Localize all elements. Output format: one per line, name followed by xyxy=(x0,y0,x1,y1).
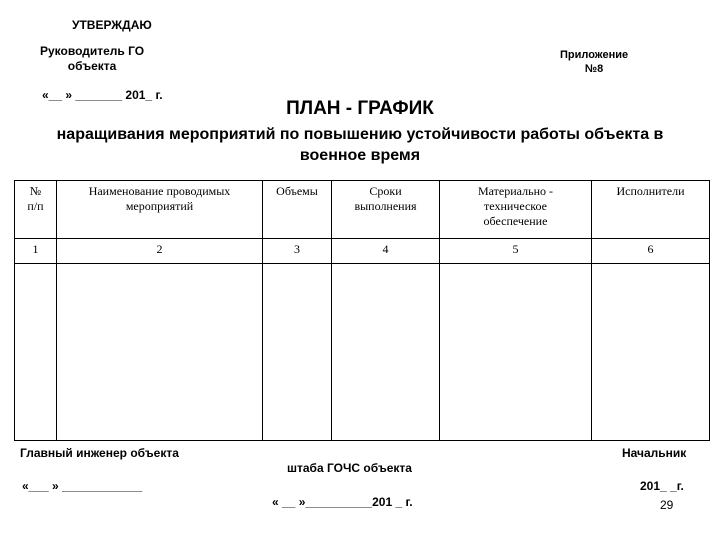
header-cell-activities: Наименование проводимых мероприятий xyxy=(57,181,263,239)
column-number-2: 2 xyxy=(57,239,263,264)
column-number-5: 5 xyxy=(440,239,592,264)
appendix-line2: №8 xyxy=(584,63,604,75)
table-header-row xyxy=(15,181,710,239)
empty-cell xyxy=(57,264,263,441)
document-subtitle xyxy=(0,124,720,166)
approval-position-line1: Руководитель ГО xyxy=(40,44,145,58)
column-number-6: 6 xyxy=(592,239,710,264)
column-number-1: 1 xyxy=(15,239,57,264)
chief-label: Начальник xyxy=(622,446,687,460)
engineer-date: «___ » ____________ xyxy=(22,479,143,493)
header-cell-deadlines: Сроки выполнения xyxy=(332,181,440,239)
chief-engineer-label: Главный инженер объекта xyxy=(20,446,179,460)
approval-position xyxy=(40,44,144,74)
empty-cell xyxy=(332,264,440,441)
empty-cell xyxy=(592,264,710,441)
staff-label: штаба ГОЧС объекта xyxy=(287,461,412,475)
header-cell-executors: Исполнители xyxy=(592,181,710,239)
header-cell-number: № п/п xyxy=(15,181,57,239)
subtitle-line2: военное время xyxy=(299,147,421,164)
document-title: ПЛАН - ГРАФИК xyxy=(286,98,434,119)
column-number-3: 3 xyxy=(263,239,332,264)
appendix-line1: Приложение xyxy=(560,49,629,61)
subtitle-line1: наращивания мероприятий по повышению устойчивости работы объекта в xyxy=(56,126,664,143)
plan-table xyxy=(14,180,710,441)
column-number-4: 4 xyxy=(332,239,440,264)
table-number-row xyxy=(15,239,710,264)
header-cell-logistics: Материально - техническое обеспечение xyxy=(440,181,592,239)
table-empty-row xyxy=(15,264,710,441)
empty-cell xyxy=(263,264,332,441)
header-cell-volumes: Объемы xyxy=(263,181,332,239)
page-number: 29 xyxy=(660,498,674,512)
staff-date: « __ »__________201 _ г. xyxy=(272,495,413,509)
empty-cell xyxy=(15,264,57,441)
approval-date: «__ » _______ 201_ г. xyxy=(42,88,163,102)
chief-date: 201_ _г. xyxy=(640,479,684,493)
appendix-label xyxy=(560,48,628,76)
approval-heading: УТВЕРЖДАЮ xyxy=(72,18,152,32)
empty-cell xyxy=(440,264,592,441)
approval-position-line2: объекта xyxy=(67,59,117,73)
